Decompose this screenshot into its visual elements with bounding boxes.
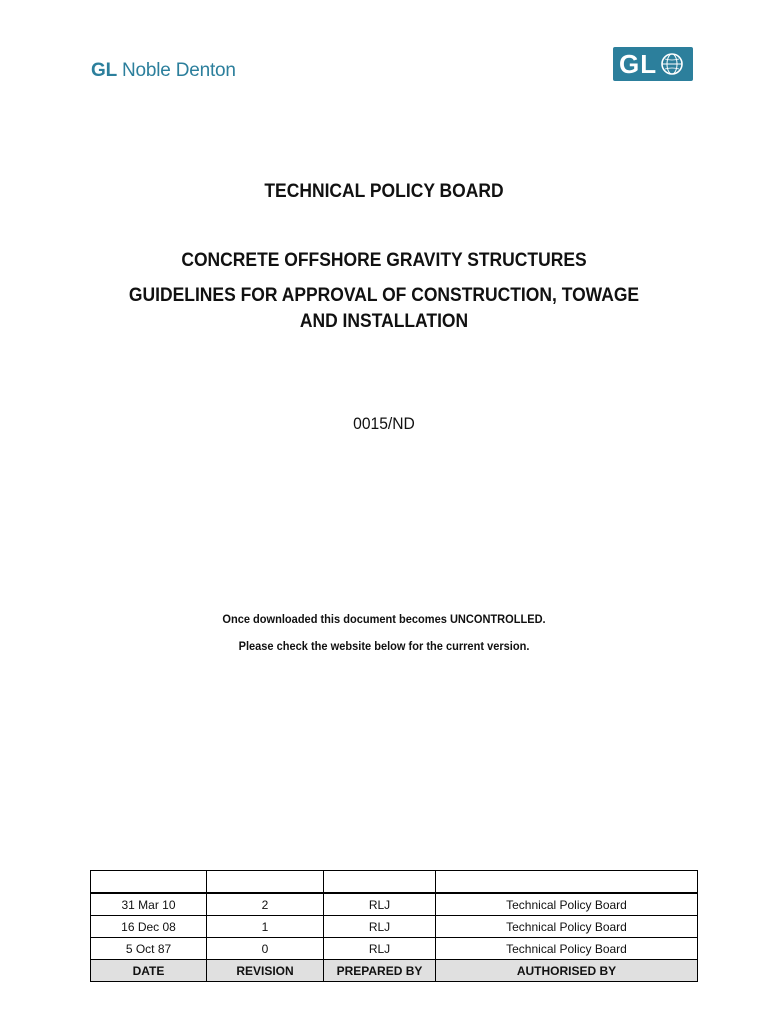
table-cell [207,871,324,894]
logo-text: GL [619,49,658,79]
table-cell [436,871,698,894]
table-cell: 0 [207,938,324,960]
document-code: 0015/ND [353,414,415,433]
table-cell: 5 Oct 87 [91,938,207,960]
brand-gl: GL [91,60,117,81]
table-cell: 31 Mar 10 [91,893,207,916]
table-cell: Technical Policy Board [436,893,698,916]
table-cell: 2 [207,893,324,916]
brand-name [91,60,236,82]
policy-board-title: TECHNICAL POLICY BOARD [264,181,504,202]
document-title-line-1: CONCRETE OFFSHORE GRAVITY STRUCTURES [181,250,587,271]
table-cell: Technical Policy Board [436,916,698,938]
version-check-notice: Please check the website below for the current version. [238,639,530,653]
globe-emblem-icon [660,52,684,76]
table-row [91,916,698,938]
table-row [91,893,698,916]
table-row [91,938,698,960]
header-authorised-by: AUTHORISED BY [436,960,698,982]
table-cell [324,871,436,894]
brand-noble-denton: Noble Denton [122,60,236,81]
table-cell: Technical Policy Board [436,938,698,960]
header-revision: REVISION [207,960,324,982]
header-date: DATE [91,960,207,982]
table-cell: RLJ [324,916,436,938]
gl-logo [613,47,693,81]
table-row [91,871,698,894]
document-title-line-3: AND INSTALLATION [299,311,469,332]
header-prepared-by: PREPARED BY [324,960,436,982]
revision-table [90,870,698,982]
table-cell: RLJ [324,893,436,916]
table-header-row [91,960,698,982]
document-title-line-2: GUIDELINES FOR APPROVAL OF CONSTRUCTION, TOWAGE [128,285,640,306]
uncontrolled-notice: Once downloaded this document becomes UNCONTROLLED. [222,612,546,626]
table-cell: 1 [207,916,324,938]
table-cell [91,871,207,894]
table-cell: RLJ [324,938,436,960]
table-cell: 16 Dec 08 [91,916,207,938]
